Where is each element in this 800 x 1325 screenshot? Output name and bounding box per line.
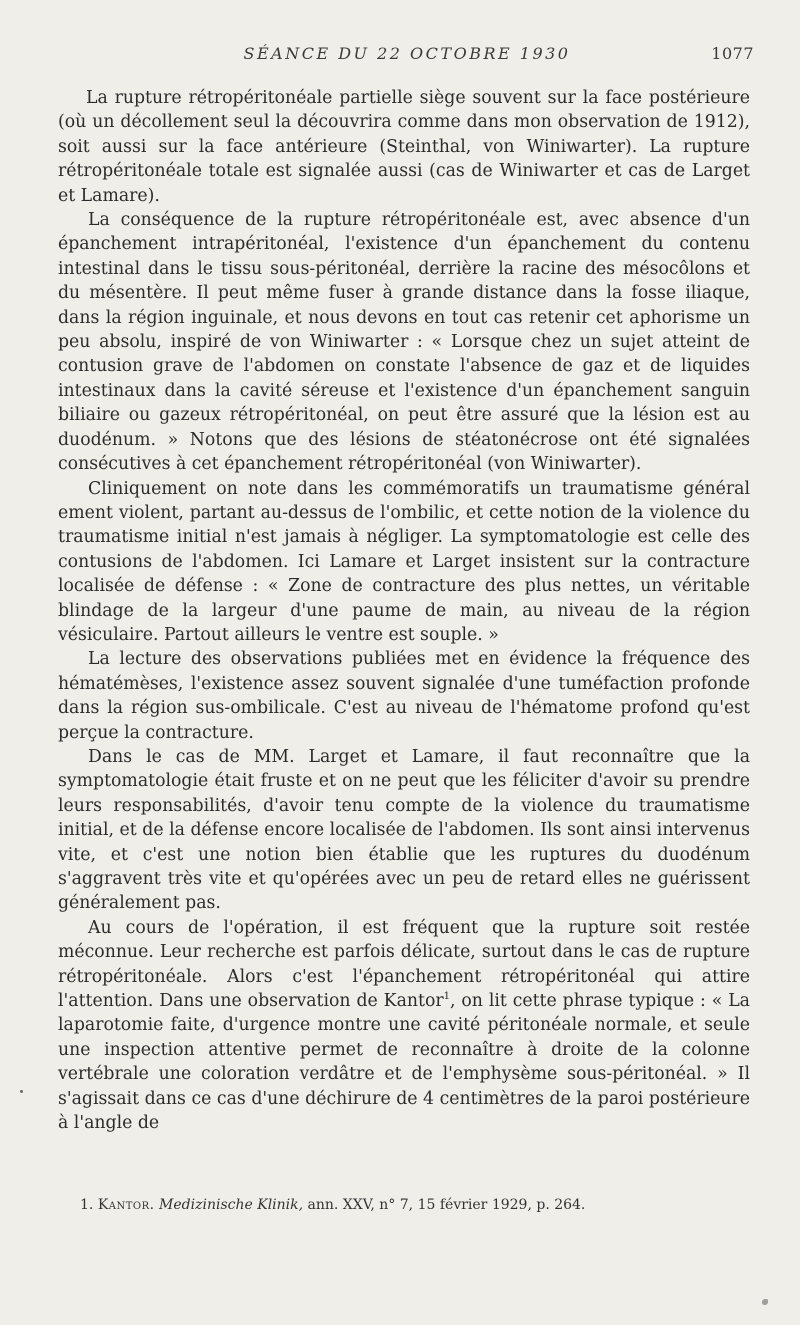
paragraph-text: Au cours de l'opération, il est fréquent que la rupture soit restée méconnue. Leur recherche est parfois délicate, surtout dans le cas de rupture rétropéritonéale. Alors c'est l'épanchement rétropéritonéal qui attire l'attention. Dans une observation de Kantor (58, 917, 750, 1012)
paragraph: La rupture rétropéritonéale partielle siège souvent sur la face postérieure (où un décollement seul la découvrira comme dans mon observation de 1912), soit aussi sur la face antérieure (Steinthal, von Winiwarter). La rupture rétropéritonéale totale est signalée aussi (cas de Winiwarter et cas de Larget et Lamare). (58, 88, 750, 206)
margin-speck (20, 1090, 23, 1093)
footnote-author: Kantor. (97, 1197, 155, 1213)
page-number: 1077 (711, 44, 754, 63)
paragraph: Cliniquement on note dans les commémoratifs un traumatisme général ement violent, partant au-dessus de l'ombilic, et cette notion de la violence du traumatisme initial n'est jamais à négliger. La symptomatologie est celle des contusions de l'abdomen. Ici Lamare et Larget insistent sur la contracture localisée de défense : « Zone de contracture des plus nettes, un véritable blindage de la largeur d'une paume de main, au niveau de la région vésiculaire. Partout ailleurs le ventre est souple. » (58, 478, 750, 645)
footnote-details: ann. XXV, n° 7, 15 février 1929, p. 264. (307, 1197, 586, 1213)
footnote-number: 1. (80, 1197, 94, 1213)
running-head (60, 44, 754, 68)
footnote (80, 1195, 750, 1215)
running-title: SÉANCE DU 22 OCTOBRE 1930 (243, 44, 571, 63)
corner-speck (762, 1299, 768, 1305)
body-text (58, 86, 750, 1135)
paragraph: Dans le cas de MM. Larget et Lamare, il faut reconnaître que la symptomatologie était fruste et on ne peut que les féliciter d'avoir su prendre leurs responsabilités, d'avoir tenu compte de la violence du traumatisme initial, et de la défense encore localisée de l'abdomen. Ils sont ainsi intervenus vite, et c'est une notion bien établie que les ruptures du duodénum s'aggravent très vite et qu'opérées avec un peu de retard elles ne guérissent généralement pas. (58, 746, 750, 914)
paragraph: La conséquence de la rupture rétropéritonéale est, avec absence d'un épanchement intrapéritonéal, l'existence d'un épanchement du contenu intestinal dans le tissu sous-péritonéal, derrière la racine des mésocôlons et du mésentère. Il peut même fuser à grande distance dans la fosse iliaque, dans la région inguinale, et nous devons en tout cas retenir cet aphorisme un peu absolu, inspiré de von Winiwarter : « Lorsque chez un sujet atteint de contusion grave de l'abdomen on constate l'absence de gaz et de liquides intestinaux dans la cavité séreuse et l'existence d'un épanchement sanguin biliaire ou gazeux rétropéritonéal, on peut être assuré que la lésion est au duodénum. » Notons que des lésions de stéatonécrose ont été signalées consécutives à cet épanchement rétropéritonéal (von Winiwarter). (58, 210, 750, 475)
footnote-journal: Medizinische Klinik, (159, 1197, 304, 1213)
paragraph: La lecture des observations publiées met en évidence la fréquence des hématémèses, l'existence assez souvent signalée d'une tuméfaction profonde dans la région sus-ombilicale. C'est au niveau de l'hématome profond qu'est perçue la contracture. (58, 649, 750, 743)
paragraph-text: , on lit cette phrase typique : « La laparotomie faite, d'urgence montre une cavité péritonéale normale, et seule une inspection attentive permet de reconnaître à droite de la colonne vertébrale une coloration verdâtre et de l'emphysème sous-péritonéal. » Il s'agissait dans ce cas d'une déchirure de 4 centimètres de la paroi postérieure à l'angle de (58, 991, 750, 1134)
footnote-reference: 1 (443, 991, 450, 1003)
paragraph (58, 916, 750, 1136)
